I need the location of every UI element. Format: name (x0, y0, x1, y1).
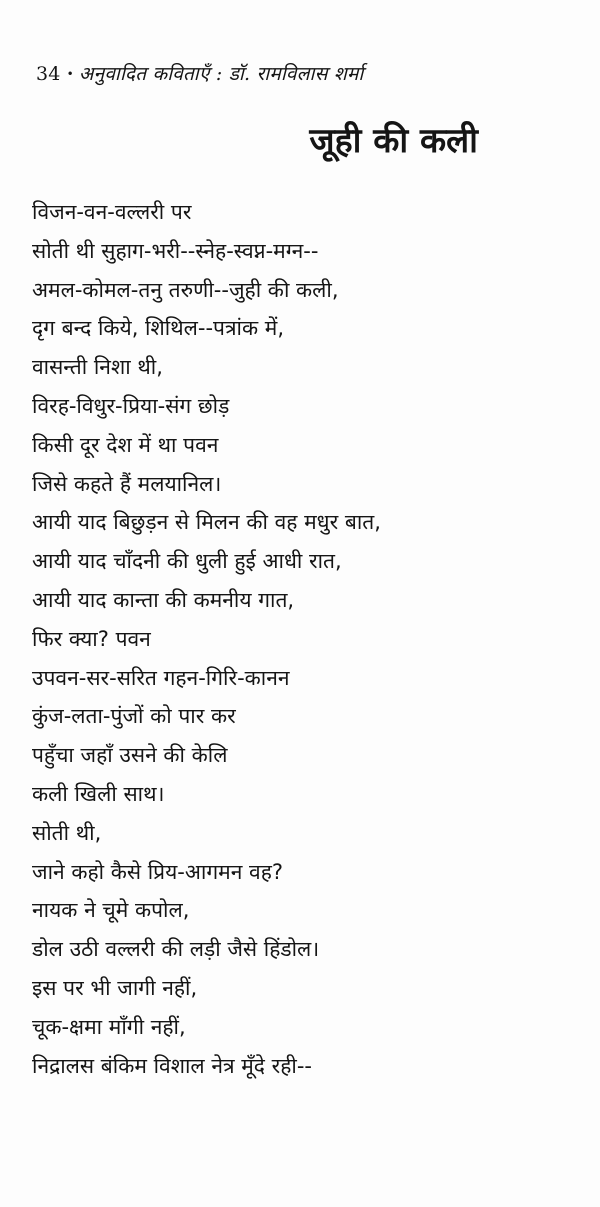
poem-line: कुंज-लता-पुंजों को पार कर (32, 704, 236, 729)
poem-line: विरह-विधुर-प्रिया-संग छोड़ (32, 393, 230, 418)
poem-line: आयी याद चाँदनी की धुली हुई आधी रात, (32, 549, 342, 574)
poem-line: विजन-वन-वल्लरी पर (32, 200, 192, 224)
poem-line: कली खिली साथ। (32, 781, 165, 806)
poem-line: किसी दूर देश में था पवन (32, 432, 219, 457)
poem-line: चूक-क्षमा माँगी नहीं, (32, 1014, 186, 1039)
poem-line: डोल उठी वल्लरी की लड़ी जैसे हिंडोल। (32, 937, 320, 962)
poem-body (32, 193, 381, 1085)
header-separator: • (66, 67, 74, 81)
poem-line: निद्रालस बंकिम विशाल नेत्र मूँदे रही-- (32, 1053, 312, 1078)
poem-title: जूही की कली (309, 121, 478, 161)
poem-line: इस पर भी जागी नहीं, (32, 975, 198, 1000)
poem-line: उपवन-सर-सरित गहन-गिरि-कानन (32, 665, 290, 690)
poem-line: फिर क्या? पवन (32, 626, 151, 651)
running-header (36, 60, 364, 86)
poem-line: सोती थी सुहाग-भरी--स्नेह-स्वप्न-मग्न-- (32, 238, 319, 263)
poem-line: पहुँचा जहाँ उसने की केलि (32, 743, 228, 768)
book-title: अनुवादित कविताएँ : डॉ. रामविलास शर्मा (78, 63, 364, 85)
poem-line: आयी याद बिछुड़न से मिलन की वह मधुर बात, (32, 510, 381, 535)
poem-line: सोती थी, (32, 820, 102, 845)
poem-line: जिसे कहते हैं मलयानिल। (32, 471, 222, 496)
poem-line: आयी याद कान्ता की कमनीय गात, (32, 587, 295, 612)
poem-line: जाने कहो कैसे प्रिय-आगमन वह? (32, 859, 284, 884)
poem-line: दृग बन्द किये, शिथिल--पत्रांक में, (32, 316, 285, 341)
page-number: 34 (36, 63, 61, 85)
poem-line: नायक ने चूमे कपोल, (32, 898, 190, 923)
poem-line: वासन्ती निशा थी, (32, 355, 163, 380)
poem-line: अमल-कोमल-तनु तरुणी--जुही की कली, (32, 277, 339, 302)
